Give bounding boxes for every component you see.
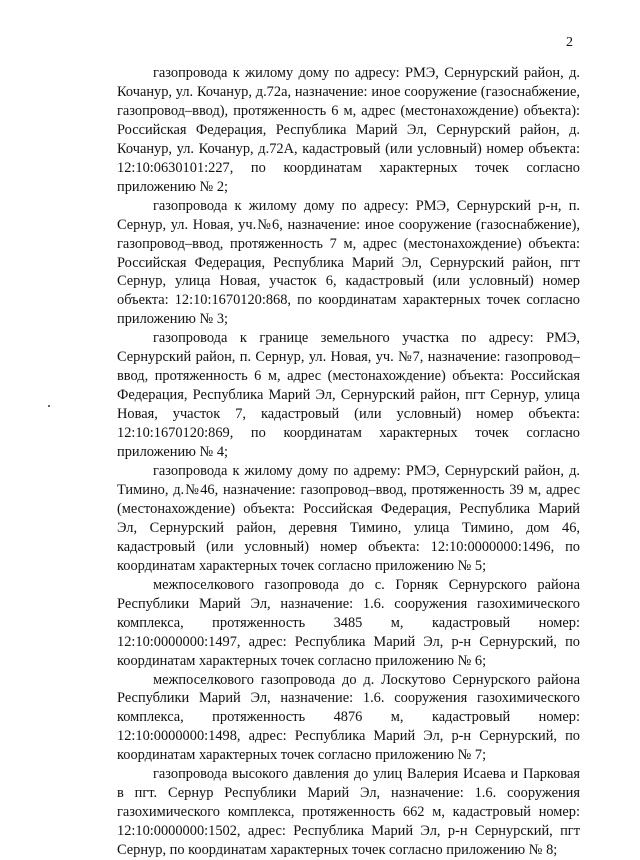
- paragraph-appendix-5: газопровода к жилому дому по адрему: РМЭ, Сернурский район, д. Тимино, д.№46, назначение: газопровод–ввод, протяженность 39 м, адрес (местонахождение) объекта: Российская Федерация, Республика Марий Эл, Сернурский район, деревня Тимино, улица Тимино, дом 46, кадастровый (или условный) номер объекта: 12:10:0000000:1496, по координатам характерных точек согласно приложению № 5;: [117, 463, 580, 574]
- paragraph-appendix-8: газопровода высокого давления до улиц Валерия Исаева и Парковая в пгт. Сернур Республики Марий Эл, назначение: 1.6. сооружения газохимического комплекса, протяженность 662 м, кадастровый номер: 12:10:0000000:1502, адрес: Республика Марий Эл, р-н Сернурский, пгт Сернур, по координатам характерных точек согласно приложению № 8;: [117, 766, 580, 859]
- paragraph-appendix-7: межпоселкового газопровода до д. Лоскутово Сернурского района Республики Марий Эл, назначение: 1.6. сооружения газохимического комплекса, протяженность 4876 м, кадастровый номер: 12:10:0000000:1498, адрес: Республика Марий Эл, р-н Сернурский, по координатам характерных точек согласно приложению № 7;: [117, 671, 580, 764]
- paragraph-appendix-2: газопровода к жилому дому по адресу: РМЭ, Сернурский район, д. Кочанур, ул. Кочанур, д.72а, назначение: иное сооружение (газоснабжение, газопровод–ввод), протяженность 6 м, адрес (местонахождение) объекта): Российская Федерация, Республика Марий Эл, Сернурский район, д. Кочанур, ул. Кочанур, д.72А, кадастровый (или условный) номер объекта: 12:10:0630101:227, по координатам характерных точек согласно приложению № 2;: [117, 65, 580, 195]
- paragraph-appendix-6: межпоселкового газопровода до с. Горняк Сернурского района Республики Марий Эл, назначение: 1.6. сооружения газохимического комплекса, протяженность 3485 м, кадастровый номер: 12:10:0000000:1497, адрес: Республика Марий Эл, р-н Сернурский, по координатам характерных точек согласно приложению № 6;: [117, 576, 580, 669]
- scan-speck: [48, 405, 50, 407]
- paragraph-appendix-3: газопровода к жилому дому по адресу: РМЭ, Сернурский р-н, п. Сернур, ул. Новая, уч.№6, назначение: иное сооружение (газоснабжение), газопровод–ввод, протяженность 7 м, адрес (местонахождение) объекта: Российская Федерация, Республика Марий Эл, Сернурский район, пгт Сернур, улица Новая, участок 6, кадастровый (или условный) номер объекта: 12:10:1670120:868, по координатам характерных точек согласно приложению № 3;: [117, 197, 580, 328]
- paragraph-appendix-4: газопровода к границе земельного участка по адресу: РМЭ, Сернурский район, п. Сернур, ул. Новая, уч. №7, назначение: газопровод–ввод, протяженность 6 м, адрес (местонахождение) объекта: Российская Федерация, Республика Марий Эл, Сернурский район, пгт Сернур, улица Новая, участок 7, кадастровый (или условный) номер объекта: 12:10:1670120:869, по координатам характерных точек согласно приложению № 4;: [117, 330, 580, 461]
- document-body: [117, 64, 580, 860]
- page-number: 2: [566, 35, 573, 50]
